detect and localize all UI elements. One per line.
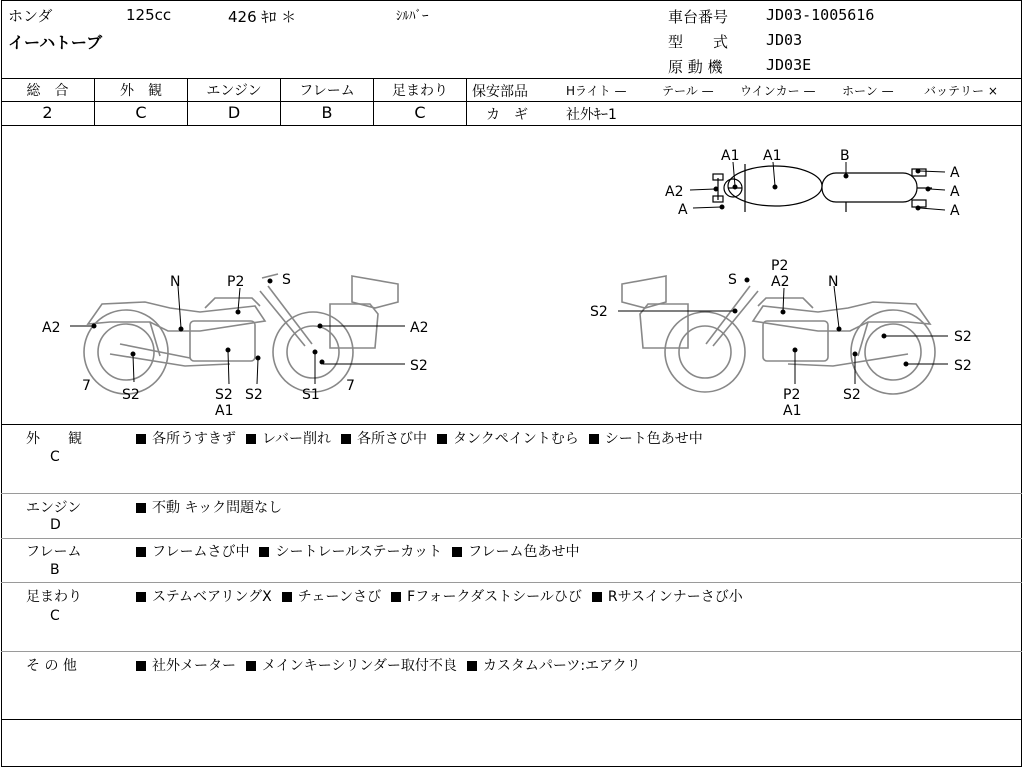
remark-grade: C xyxy=(50,608,60,624)
bike-left-view xyxy=(84,274,398,394)
remark-items: ステムベアリングX チェーンさび Fフォークダストシールひび Rサスインナーさび小 xyxy=(136,586,753,606)
safety-label: 保安部品 xyxy=(472,84,528,100)
safety-item-winker: ウインカー — xyxy=(740,84,816,98)
diag-label: A1 xyxy=(783,403,802,419)
safety-item-battery: バッテリー × xyxy=(924,84,998,98)
type-label: 型 式 xyxy=(668,33,729,51)
engine-value: JD03E xyxy=(766,56,812,74)
diag-label: A2 xyxy=(42,320,61,336)
diag-label: S2 xyxy=(590,304,608,320)
left-view-pointers xyxy=(70,279,405,384)
frame-no-label: 車台番号 xyxy=(668,8,729,26)
remark-divider xyxy=(1,493,1022,494)
diag-label: B xyxy=(840,148,850,164)
diag-label: A2 xyxy=(665,184,684,200)
remark-label: 外 観 xyxy=(26,431,82,447)
right-view-pointers xyxy=(618,278,948,384)
grade-value-suspension: C xyxy=(414,103,426,122)
diag-label: A1 xyxy=(215,403,234,419)
remark-bottom-line xyxy=(1,719,1022,720)
remark-label: 足まわり xyxy=(26,589,82,605)
grade-label-frame: フレーム xyxy=(299,83,355,99)
remark-divider xyxy=(1,651,1022,652)
diag-label: A xyxy=(678,202,688,218)
diag-label: A1 xyxy=(763,148,782,164)
remark-label: そ の 他 xyxy=(26,658,77,674)
diag-label: S2 xyxy=(954,358,972,374)
diag-label: S2 xyxy=(410,358,428,374)
grade-value-exterior: C xyxy=(135,103,147,122)
displacement: 125cc xyxy=(126,6,172,24)
remark-label: フレーム xyxy=(26,544,82,560)
grade-value-frame: B xyxy=(321,103,333,122)
diag-label: A2 xyxy=(771,274,790,290)
diag-label: P2 xyxy=(783,387,801,403)
grade-label-engine: エンジン xyxy=(206,83,262,99)
diag-label: S2 xyxy=(122,387,140,403)
mileage: 426 ｷﾛ ＊ xyxy=(228,8,297,26)
remark-items: 不動 キック問題なし xyxy=(136,497,292,517)
key-value: 社外ｷｰ1 xyxy=(566,107,617,123)
safety-item-tail: テール — xyxy=(662,84,714,98)
remark-divider xyxy=(1,582,1022,583)
remark-grade: C xyxy=(50,449,60,465)
diag-label: S xyxy=(728,272,737,288)
frame-no-value: JD03-1005616 xyxy=(766,6,875,24)
grade-mid-line xyxy=(1,101,467,102)
maker: ホンダ xyxy=(8,7,53,25)
model-name: イーハトーブ xyxy=(8,33,103,52)
grade-sep xyxy=(466,78,467,126)
grade-value-engine: D xyxy=(227,103,241,122)
diag-label: 7 xyxy=(346,378,355,394)
safety-item-horn: ホーン — xyxy=(842,84,894,98)
diag-label: S2 xyxy=(215,387,233,403)
safety-item-headlight: Hライト — xyxy=(566,84,627,98)
engine-label: 原 動 機 xyxy=(668,58,723,76)
grade-value-overall: 2 xyxy=(42,103,53,122)
diag-label: S2 xyxy=(954,329,972,345)
type-value: JD03 xyxy=(766,31,803,49)
damage-diagram xyxy=(0,126,1024,424)
bike-right-view xyxy=(622,276,935,394)
diag-label: S1 xyxy=(302,387,320,403)
diag-label: P2 xyxy=(771,258,789,274)
diag-label: A xyxy=(950,184,960,200)
bike-top-view xyxy=(713,164,932,212)
key-label: カ ギ xyxy=(486,107,528,123)
grade-label-exterior: 外 観 xyxy=(120,83,162,99)
grade-label-overall: 総 合 xyxy=(26,83,69,99)
remark-items: 各所うすきず レバー削れ 各所さび中 タンクペイントむら シート色あせ中 xyxy=(136,428,713,448)
diag-label: A1 xyxy=(721,148,740,164)
diag-label: N xyxy=(170,274,181,290)
diag-label: 7 xyxy=(82,378,91,394)
remark-items: 社外メーター メインキーシリンダー取付不良 カスタムパーツ:エアクリ xyxy=(136,655,651,675)
remark-items: フレームさび中 シートレールステーカット フレーム色あせ中 xyxy=(136,541,590,561)
diag-label: S xyxy=(282,272,291,288)
grade-label-suspension: 足まわり xyxy=(392,83,448,99)
diag-label: P2 xyxy=(227,274,245,290)
safety-mid-line xyxy=(467,101,1022,102)
diag-label: N xyxy=(828,274,839,290)
remark-grade: B xyxy=(50,562,60,578)
diag-label: A2 xyxy=(410,320,429,336)
diagram-bottom-line xyxy=(1,424,1022,425)
diag-label: S2 xyxy=(245,387,263,403)
diag-label: A xyxy=(950,165,960,181)
remark-label: エンジン xyxy=(26,500,82,516)
remark-divider xyxy=(1,538,1022,539)
color: ｼﾙﾊﾞｰ xyxy=(396,9,429,24)
header-divider xyxy=(1,78,1022,79)
diag-label: S2 xyxy=(843,387,861,403)
diag-label: A xyxy=(950,203,960,219)
remark-grade: D xyxy=(50,517,61,533)
